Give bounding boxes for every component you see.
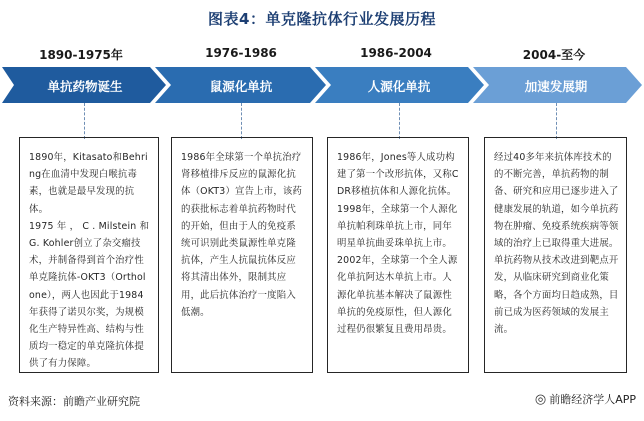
period-label-3: 1986-2004 (360, 46, 432, 60)
stage-1-paragraph-2: 1975 年 ， C . Milstein 和 G. Kohler创立了杂交瘤技术，并制备得到首个治疗性单克隆抗体-OKT3（Ortholone），两人也因此于1984年获得了诺贝尔奖，为规模化生产特异性高、结构与性质均一稳定的单克隆抗体提供了有力保障。 (29, 220, 150, 370)
source-note: 资料来源：前瞻产业研究院 (8, 395, 140, 408)
stage-description-box-2 (171, 137, 313, 373)
stage-3-paragraph-1: 1986年，Jones等人成功构建了第一个改形抗体，又称CDR移植抗体和人源化抗体。 (337, 152, 459, 198)
period-label-4: 2004-至今 (522, 48, 586, 62)
connector-1 (84, 103, 85, 139)
stage-description-box-3 (327, 137, 469, 373)
stage-3-paragraph-2: 1998年，全球第一个人源化单抗帕利珠单抗上市，同年明星单抗曲妥珠单抗上市。 (337, 203, 458, 250)
connector-2 (241, 103, 242, 139)
connector-4 (556, 103, 557, 139)
stage-description-box-1 (19, 137, 159, 373)
stage-3-paragraph-3: 2002年，全球第一个全人源化单抗阿达木单抗上市。人源化单抗基本解决了鼠源性单抗的免疫原性，但人源化过程仍很繁复且费用昂贵。 (337, 255, 458, 336)
stage-label-3: 人源化单抗 (367, 79, 431, 94)
brand-logo (535, 391, 636, 407)
stage-2-paragraph-1: 1986年全球第一个单抗治疗肾移植排斥反应的鼠源化抗体（OKT3）宣告上市，该药的获批标志着单抗药物时代的开始，但由于人的免疫系统可识别此类鼠源性单克隆抗体，产生人抗鼠抗体反应将其清出体外，限制其应用，此后抗体治疗一度陷入低潮。 (181, 152, 303, 318)
stage-label-2: 鼠源化单抗 (209, 79, 273, 94)
connector-3 (399, 103, 400, 139)
stage-4-paragraph-1: 经过40多年来抗体库技术的的不断完善，单抗药物的制备、研究和应用已逐步进入了健康发展的轨道，如今单抗药物在肿瘤、免疫系统疾病等领域的治疗上已取得重大进展。单抗药物从技术改进到靶点开发，从临床研究到商业化策略，各个方面均日趋成熟，目前已成为医药领域的发展主流。 (494, 152, 619, 336)
camera-logo-icon: ◎ (534, 391, 547, 407)
chart-title: 图表4：单克隆抗体行业发展历程 (208, 10, 436, 28)
stage-label-4: 加速发展期 (524, 79, 588, 94)
stage-description-box-4 (484, 137, 627, 373)
brand-name: 前瞻经济学人APP (549, 393, 636, 406)
period-label-1: 1890-1975年 (39, 48, 123, 62)
period-label-2: 1976-1986 (205, 46, 277, 60)
stage-label-1: 单抗药物诞生 (47, 79, 123, 94)
stage-1-paragraph-1: 1890年，Kitasato和Behring在血清中发现白喉抗毒素，也就是最早发现的抗体。 (29, 152, 148, 215)
